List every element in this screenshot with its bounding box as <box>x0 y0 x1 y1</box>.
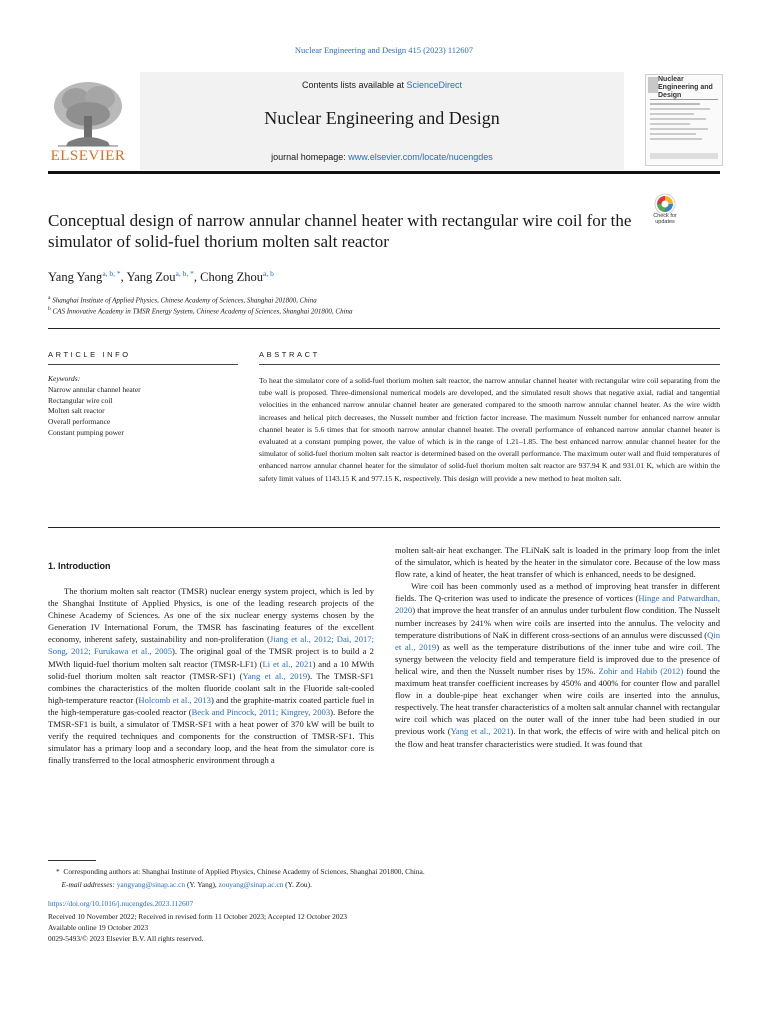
body-paragraph: molten salt-air heat exchanger. The FLiNaK salt is loaded in the primary loop from the inlet of the simulator, which is heated by the heater in the simulator core. Because of the low mass flow rate, a kind of heater, the heat transfer of which is enhanced, needs to be designed. <box>395 545 720 580</box>
journal-title: Nuclear Engineering and Design <box>264 108 500 128</box>
introduction-heading: 1. Introduction <box>48 561 111 571</box>
body-text: ). The TMSR-SF1 combines the characteristics of the molten fluoride coolant salt in the Fluoride salt-cooled high-temperature reactor ( <box>48 670 374 705</box>
citation-link[interactable]: Jiang et al., 2012; Dai, 2017; Song, 2012; Furukawa et al., 2005 <box>48 634 374 657</box>
article-info-rule <box>48 364 238 365</box>
keyword-item[interactable]: Molten salt reactor <box>48 406 105 416</box>
body-text: ) as well as the temperature distributions of the inner tube and wire coil. The synergy between the velocity field and temperature field is improved due to the presence of helical wire, and then the Nusselt number rises by 15%. <box>395 641 720 676</box>
email-link[interactable]: zouyang@sinap.ac.cn <box>218 879 284 889</box>
footnote-rule <box>48 860 96 861</box>
journal-citation-link[interactable]: Nuclear Engineering and Design 415 (2023) 112607 <box>294 45 474 55</box>
affiliation-a <box>48 295 317 304</box>
journal-homepage-line <box>140 152 624 162</box>
author-name[interactable]: Yang Yang <box>48 270 103 285</box>
body-text: ) and a 10 MWth solid-fuel thorium molten salt reactor (TMSR-SF1) ( <box>48 658 374 681</box>
author-affil-marks[interactable]: a, b, * <box>175 269 194 278</box>
affiliation-label: a <box>48 295 51 301</box>
author-name[interactable]: Chong Zhou <box>200 270 263 285</box>
abstract-heading: ABSTRACT <box>259 350 320 359</box>
footnote-text: Corresponding authors at: Shanghai Institute of Applied Physics, Chinese Academy of Sciences, Shanghai 201800, China. <box>63 867 425 876</box>
affiliation-label: b <box>48 306 51 312</box>
citation-link[interactable]: Yang et al., 2019 <box>242 670 308 681</box>
keywords-block <box>48 374 238 439</box>
title-divider <box>48 328 720 329</box>
article-title: Conceptual design of narrow annular channel heater with rectangular wire coil for the simulator of solid-fuel thorium molten salt reactor <box>48 211 632 251</box>
citation-link[interactable]: Qin et al., 2019 <box>395 629 720 652</box>
copyright-notice: 0029-5493/© 2023 Elsevier B.V. All rights reserved. <box>48 934 204 943</box>
body-text: found the maximum heat transfer coefficient increases by 450% and 400% for counter flow and parallel flow in a double-pipe heat exchanger when wire coils are inserted into the annulus, respectively. The heat transfer characteristics of a molten salt annular channel with rectangular wire coil which was placed on the outer wall of the inner tube had been studied in our previous work ( <box>395 665 720 737</box>
publisher-wordmark: ELSEVIER <box>50 148 126 164</box>
keyword-item[interactable]: Overall performance <box>48 417 111 427</box>
body-text: The thorium molten salt reactor (TMSR) nuclear energy system project, which is led by the Shanghai Institute of Applied Physics, is one of the leading research projects of the Chinese Academy of Sciences. As one of the six nuclear energy systems chosen by the Generation IV International Forum, the TMSR has fascinating features of the excellent economy, inherent safety, sustainability and non-proliferation ( <box>48 586 374 645</box>
affiliation-text: CAS Innovative Academy in TMSR Energy System, Chinese Academy of Sciences, Shanghai 201800, China <box>52 307 353 316</box>
footnote-line <box>56 866 716 879</box>
author-list: Yang Yang$^{a, b, *}$, Yang Zou$^{a, b, *}$, Chong Zhou$^{a, b}$ <box>48 269 274 285</box>
email-link[interactable]: yangyang@sinap.ac.cn <box>116 879 186 889</box>
citation-link[interactable]: Yang et al., 2021 <box>450 726 511 737</box>
citation-link[interactable]: Beck and Pincock, 2011; Kingrey, 2003 <box>191 706 331 717</box>
body-paragraph <box>395 580 720 749</box>
abstract-rule <box>259 364 720 365</box>
keyword-item[interactable]: Rectangular wire coil <box>48 395 113 405</box>
received-dates: Received 10 November 2022; Received in revised form 11 October 2023; Accepted 12 October 2023 <box>48 912 347 921</box>
available-online: Available online 19 October 2023 <box>48 923 149 932</box>
footnote-emails <box>56 879 716 892</box>
journal-homepage-link[interactable]: www.elsevier.com/locate/nucengdes <box>348 152 493 162</box>
homepage-prefix: journal homepage: <box>271 152 349 162</box>
affiliation-b <box>48 306 353 315</box>
body-column-right <box>395 544 720 750</box>
keyword-item[interactable]: Narrow annular channel heater <box>48 384 141 394</box>
author-name[interactable]: Yang Zou <box>126 270 176 285</box>
author-affil-marks[interactable]: a, b <box>263 269 274 278</box>
author-affil-marks[interactable]: a, b, * <box>102 269 121 278</box>
corresponding-author-footnote <box>56 866 716 891</box>
sciencedirect-link[interactable]: ScienceDirect <box>406 80 463 90</box>
abstract-divider <box>48 527 720 528</box>
contents-prefix: Contents lists available at <box>301 80 407 90</box>
citation-link[interactable]: Li et al., 2021 <box>262 658 313 669</box>
body-text: Wire coil has been commonly used as a method of improving heat transfer in different fields. The Q-criterion was used to indicate the presence of vortices ( <box>395 581 720 604</box>
footnote-mark: * <box>56 867 60 876</box>
article-info-heading: ARTICLE INFO <box>48 350 131 359</box>
email-label: E-mail addresses: <box>61 879 115 889</box>
cover-title: Nuclear Engineering and Design <box>658 76 713 99</box>
body-text: ). The original goal of the TMSR project is to build a 2 MWth liquid-fuel thorium molten salt reactor (TMSR-LF1) ( <box>48 646 374 669</box>
check-for-updates-label[interactable]: Check for updates <box>653 213 677 225</box>
affiliation-text: Shanghai Institute of Applied Physics, Chinese Academy of Sciences, Shanghai 201800, China <box>52 296 317 305</box>
body-text: ). Before the TMSR-SF1 is built, a simulator of TMSR-SF1 with a heat power of 370 kW will be built to verify the required techniques and components for the construction of TMSR-SF1. This simulator has a primary loop and a secondary loop, and the heat from the simulator core is finally transferred to the local atmospheric environment through a <box>48 706 374 766</box>
keywords-heading: Keywords: <box>48 374 81 383</box>
contents-line <box>140 80 624 90</box>
abstract-text: To heat the simulator core of a solid-fuel thorium molten salt reactor, the narrow annular channel heater with rectangular wire coil separating from the tube wall is proposed. Three-dimensional numerical models are developed, and the simulated result shows that negative axial, radial and tangential velocities in the enhanced narrow annular channel heater are generated compared to the smooth narrow annular channel heater. As the wire width increases and helical pitch decreases, the Nusselt number and friction factor increase. The maximum Nusselt number for enhanced narrow annular channel heater is 5.6 times that for smooth narrow annular channel heater. The overall performance of enhanced narrow annular channel heater is evaluated at a constant pumping power, the value of which is in the range of 1.21–1.85. The best enhanced narrow annular channel heater for the simulator of solid-fuel thorium molten salt reactor is determined based on the overall performance. The maximum outer wall and fluid temperatures of enhanced narrow annular channel heater for the simulator of solid-fuel thorium molten salt reactor are 937.94 K and 931.01 K, which are within the safety limit values of 1143.15 K and 977.15 K, respectively. This design will provide a new method to heat molten salt. <box>259 376 720 483</box>
citation-link[interactable]: Hinge and Patwardhan, 2020 <box>395 593 720 616</box>
body-column-left <box>48 585 374 766</box>
doi-link[interactable]: https://doi.org/10.1016/j.nucengdes.2023.112607 <box>48 899 194 908</box>
citation-link[interactable]: Holcomb et al., 2013 <box>138 694 211 705</box>
body-text: ) that improve the heat transfer of an annulus under turbulent flow condition. The Nusselt number increases by 241% when wire coils are inserted into the annulus. The velocity and temperature distributions of NaK in different cross-sections of an annulus were discussed ( <box>395 605 720 640</box>
email-owner: (Y. Yang), <box>185 879 219 889</box>
email-owner: (Y. Zou). <box>283 879 312 889</box>
keyword-item[interactable]: Constant pumping power <box>48 427 124 437</box>
body-text: ) and the graphite-matrix coated particle fuel in the high-temperature gas-cooled reactor ( <box>48 694 375 717</box>
citation-link[interactable]: Zohir and Habib (2012) <box>598 665 684 676</box>
header-divider <box>48 171 720 174</box>
body-text: ). In that work, the effects of wire with and helical pitch on the flow and heat transfer characteristics were studied. It was found that <box>395 726 721 749</box>
